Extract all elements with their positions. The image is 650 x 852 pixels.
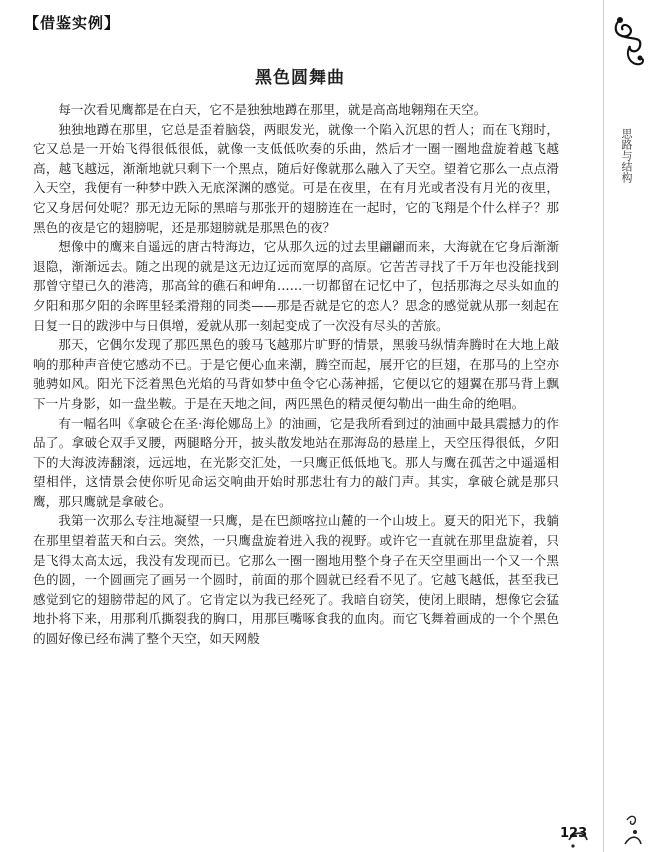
flourish-ornament-icon <box>612 14 646 76</box>
page-number: 123 <box>560 826 588 841</box>
article-title: 黑色圆舞曲 <box>255 68 345 88</box>
paragraph: 想像中的鹰来自遥远的唐古特海边，它从那久远的过去里翩翩而来，大海就在它身后渐渐退隐，渐渐远去。随之出现的就是这无边辽远而宽厚的高原。它苦苦寻找了千万年也没能找到那曾守望已久的港湾，那高耸的礁石和岬角……一切都留在记忆中了，包括那海之尽头如血的夕阳和那夕阳的余晖里轻柔滑翔的同类——那是否就是它的恋人？思念的感觉就从那一刻起在日复一日的跋涉中与日俱增，爱就从那一刻起变成了一次没有尽头的苦旅。 <box>33 239 559 333</box>
paragraph: 每一次看见鹰都是在白天，它不是独独地蹲在那里，就是高高地翱翔在天空。 <box>58 102 487 117</box>
section-tag-text: 借鉴实例 <box>40 14 105 32</box>
paragraph: 那天，它偶尔发现了那匹黑色的骏马飞越那片旷野的情景，黑骏马纵情奔腾时在大地上敲响的那种声音使它感动不已。于是它便心血来潮，腾空而起，展开它的巨翅，在那马的上空亦驰骋如风。阳光下泛着黑色光焰的马背如梦中鱼令它心荡神摇，它便以它的翅翼在那马背上飘下一片身影，如一盘坐鞍。于是在天地之间，两匹黑色的精灵便勾勒出一曲生命的绝唱。 <box>33 337 559 411</box>
article-body <box>33 100 559 649</box>
side-section-label: 思路与结构 <box>620 128 633 183</box>
bracket-left: 【 <box>24 14 41 32</box>
paragraph: 独独地蹲在那里，它总是歪着脑袋，两眼发光，就像一个陷入沉思的哲人；而在飞翔时，它又总是一开始飞得很低很低，就像一支低低吹奏的乐曲，然后才一圈一圈地盘旋着越飞越高，越飞越远，渐渐地就只剩下一个黑点，随后好像就那么融入了天空。望着它那么一点点滑入天空，我便有一种梦中跌入无底深渊的感觉。可是在夜里，在有月光或者没有月光的夜里，它又身居何处呢？那无边无际的黑暗与那张开的翅膀连在一起时，它的飞翔是个什么样子？那黑色的夜是它的翅膀呢，还是那翅膀就是那黑色的夜？ <box>33 121 559 235</box>
section-tag <box>24 12 120 33</box>
paragraph: 我第一次那么专注地凝望一只鹰，是在巴颜喀拉山麓的一个山坡上。夏天的阳光下，我躺在那里望着蓝天和白云。突然，一只鹰盘旋着进入我的视野。或许它一直就在那里盘旋着，只是飞得太高太远，我没有发现而已。它那么一圈一圈地用整个身子在天空里画出一个又一个黑色的圆，一个圆画完了画另一个圆时，前面的那个圆就已经看不见了。它越飞越低，甚至我已感觉到它的翅膀带起的风了。它肯定以为我已经死了。我暗自窃笑，使闭上眼睛，想像它会猛地扑将下来，用那利爪撕裂我的胸口，用那巨嘴啄食我的血肉。而它飞舞着画成的一个个黑色的圆好像已经布满了整个天空，如天网般 <box>33 513 559 647</box>
bracket-right: 】 <box>104 14 121 32</box>
margin-rule <box>603 0 604 852</box>
paragraph: 有一幅名叫《拿破仑在圣·海伦娜岛上》的油画，它是我所看到过的油画中最具震撼力的作品了。拿破仑双手叉腰，两腿略分开，披头散发地站在那海岛的悬崖上，天空压得很低，夕阳下的大海波涛翻滚，远远地，在光影交汇处，一只鹰正低低地飞。那人与鹰在孤苦之中遥遥相望相伴，这情景会使你听见命运交响曲开始时那悲壮有力的敲门声。其实，拿破仑就是那只鹰，那只鹰就是拿破仑。 <box>33 415 559 509</box>
